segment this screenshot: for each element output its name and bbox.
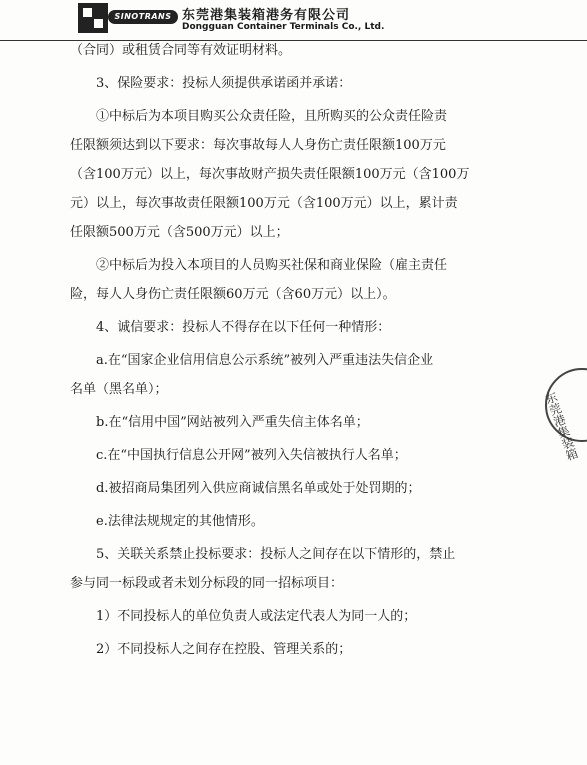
text-line: ②中标后为投入本项目的人员购买社保和商业保险（雇主责任 [96, 258, 448, 273]
text-line: e.法律法规规定的其他情形。 [96, 514, 264, 529]
company-name-cn: 东莞港集装箱港务有限公司 [182, 8, 351, 23]
section-heading-integrity: 4、诚信要求：投标人不得存在以下任何一种情形： [96, 320, 391, 335]
text-line: a.在“国家企业信用信息公示系统”被列入严重违法失信企业 [96, 353, 434, 368]
seal-text: 东莞港集装箱 [542, 389, 580, 463]
section-heading-related-party: 5、关联关系禁止投标要求：投标人之间存在以下情形的，禁止 [96, 547, 456, 562]
text-line: （合同）或租赁合同等有效证明材料。 [70, 43, 292, 58]
text-line: 任限额须达到以下要求：每次事故每人人身伤亡责任限额100万元 [70, 138, 446, 153]
text-line: b.在“信用中国”网站被列入严重失信主体名单； [96, 415, 369, 430]
company-logo-icon [78, 3, 108, 33]
document-body [70, 40, 530, 661]
section-heading-insurance: 3、保险要求：投标人须提供承诺函并承诺： [96, 76, 352, 91]
text-line: ①中标后为本项目购买公众责任险，且所购买的公众责任险责 [96, 109, 448, 124]
company-name-en: Dongguan Container Terminals Co., Ltd. [182, 22, 385, 32]
company-seal [542, 368, 587, 463]
letterhead [0, 0, 587, 41]
text-line: （含100万元）以上，每次事故财产损失责任限额100万元（含100万 [70, 167, 470, 182]
text-line: 名单（黑名单）； [70, 382, 168, 397]
text-line: 2）不同投标人之间存在控股、管理关系的； [96, 642, 352, 657]
text-line: 任限额500万元（含500万元）以上； [70, 225, 289, 240]
logo-wordmark: SINOTRANS [108, 10, 178, 24]
text-line: c.在“中国执行信息公开网”被列入失信被执行人名单； [96, 448, 407, 463]
text-line: 参与同一标段或者未划分标段的同一招标项目： [70, 576, 344, 591]
text-line: d.被招商局集团列入供应商诚信黑名单或处于处罚期的； [96, 481, 421, 496]
text-line: 险，每人人身伤亡责任限额60万元（含60万元）以上）。 [70, 287, 396, 302]
text-line: 1）不同投标人的单位负责人或法定代表人为同一人的； [96, 609, 417, 624]
text-line: 元）以上，每次事故责任限额100万元（含100万元）以上，累计责 [70, 196, 458, 211]
